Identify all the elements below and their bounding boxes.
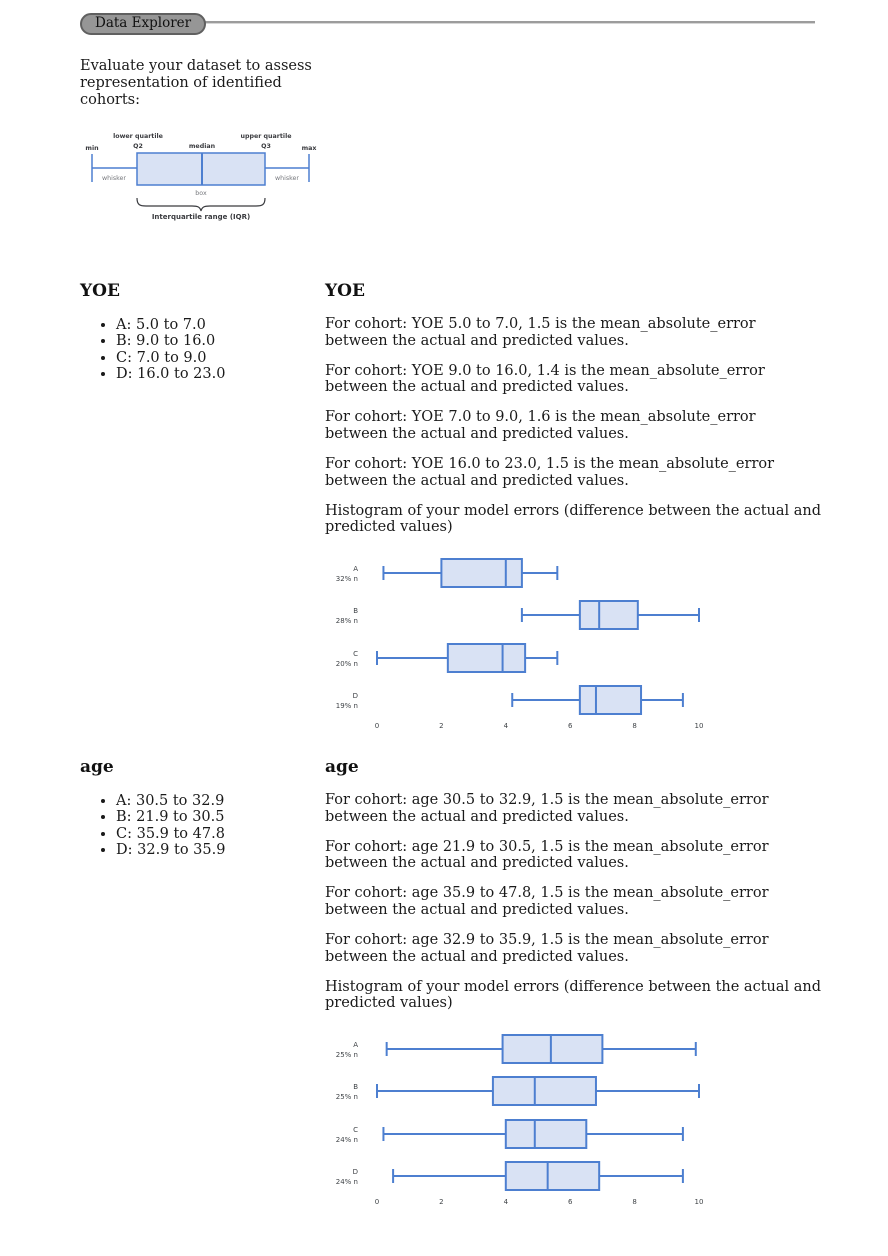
iqr-box: [441, 559, 522, 587]
mae-paragraph: For cohort: YOE 7.0 to 9.0, 1.6 is the mean_absolute_error between the actual and predicted values.: [325, 409, 756, 443]
box-label: box: [195, 190, 207, 197]
age-cohorts-heading: age: [80, 757, 114, 777]
x-tick-label: 10: [694, 722, 704, 731]
histogram-caption: Histogram of your model errors (difference between the actual and predicted values): [325, 978, 822, 1012]
min-label: min: [85, 145, 99, 152]
iqr-box: [580, 601, 638, 629]
x-tick-label: 2: [439, 1198, 444, 1207]
max-label: max: [301, 145, 317, 152]
cohort-pct-label: 25% n: [335, 1051, 358, 1060]
q3-label: Q3: [261, 143, 271, 150]
lower-quartile-label: lower quartile: [113, 133, 163, 140]
x-tick-label: 8: [632, 1198, 637, 1207]
whisker-label-left: whisker: [101, 175, 127, 182]
x-tick-label: 0: [374, 1198, 380, 1207]
age-cohort-list: [80, 793, 322, 859]
yoe-detail-column: [325, 281, 822, 739]
x-tick-label: 4: [503, 722, 509, 731]
mae-paragraph: For cohort: age 21.9 to 30.5, 1.5 is the mean_absolute_error between the actual and predicted values.: [325, 838, 769, 872]
upper-quartile-label: upper quartile: [240, 133, 292, 140]
histogram-caption: Histogram of your model errors (difference between the actual and predicted values): [325, 502, 822, 536]
x-tick-label: 10: [694, 1198, 704, 1207]
cohort-item: • B: 21.9 to 30.5: [116, 809, 322, 825]
iqr-box: [493, 1077, 596, 1105]
cohort-item: • A: 5.0 to 7.0: [116, 317, 322, 333]
cohort-label: D: [352, 1168, 358, 1177]
cohort-item: • B: 9.0 to 16.0: [116, 333, 322, 349]
mae-paragraph: For cohort: YOE 16.0 to 23.0, 1.5 is the mean_absolute_error between the actual and predicted values.: [325, 455, 775, 489]
iqr-brace: [137, 198, 265, 211]
cohort-pct-label: 32% n: [335, 575, 358, 584]
iqr-box: [448, 644, 525, 672]
x-tick-label: 6: [567, 722, 573, 731]
mae-paragraph: For cohort: age 32.9 to 35.9, 1.5 is the mean_absolute_error between the actual and predicted values.: [325, 931, 769, 965]
cohort-item: • D: 32.9 to 35.9: [116, 842, 322, 858]
iqr-label: Interquartile range (IQR): [151, 213, 251, 221]
age-detail-heading: age: [325, 757, 359, 777]
cohort-label: B: [353, 1083, 358, 1092]
age-cohort-column: [80, 757, 322, 859]
cohort-label: B: [353, 607, 358, 616]
cohort-pct-label: 24% n: [335, 1178, 358, 1187]
cohort-pct-label: 20% n: [335, 660, 358, 669]
cohort-label: C: [353, 1126, 358, 1135]
iqr-box: [580, 686, 641, 714]
cohort-item: • A: 30.5 to 32.9: [116, 793, 322, 809]
cohort-label: A: [353, 565, 358, 574]
header-rule: [140, 21, 815, 24]
intro-text: Evaluate your dataset to assess representation of identified cohorts:: [80, 58, 312, 108]
cohort-item: • C: 35.9 to 47.8: [116, 826, 322, 842]
yoe-cohorts-heading: YOE: [80, 281, 120, 301]
yoe-cohort-list: [80, 317, 322, 383]
cohort-pct-label: 28% n: [335, 617, 358, 626]
cohort-item: • C: 7.0 to 9.0: [116, 350, 322, 366]
age-detail-column: [325, 757, 822, 1215]
iqr-box: [506, 1120, 587, 1148]
cohort-pct-label: 24% n: [335, 1136, 358, 1145]
mae-paragraph: For cohort: age 35.9 to 47.8, 1.5 is the mean_absolute_error between the actual and predicted values.: [325, 885, 769, 919]
boxplot-legend-diagram: [76, 127, 321, 222]
mae-paragraph: For cohort: YOE 9.0 to 16.0, 1.4 is the mean_absolute_error between the actual and predicted values.: [325, 362, 765, 396]
iqr-box: [503, 1035, 603, 1063]
yoe-boxplot-chart: [325, 549, 725, 739]
q2-label: Q2: [133, 143, 143, 150]
yoe-detail-heading: YOE: [325, 281, 365, 301]
x-tick-label: 8: [632, 722, 637, 731]
yoe-cohort-column: [80, 281, 322, 383]
cohort-item: • D: 16.0 to 23.0: [116, 366, 322, 382]
cohort-label: A: [353, 1041, 358, 1050]
mae-paragraph: For cohort: age 30.5 to 32.9, 1.5 is the mean_absolute_error between the actual and predicted values.: [325, 792, 769, 825]
data-explorer-badge: Data Explorer: [80, 13, 206, 35]
age-boxplot-chart: [325, 1025, 725, 1215]
x-tick-label: 2: [439, 722, 444, 731]
whisker-label-right: whisker: [274, 175, 300, 182]
cohort-label: D: [352, 692, 358, 701]
iqr-box: [506, 1162, 599, 1190]
cohort-label: C: [353, 650, 358, 659]
x-tick-label: 0: [374, 722, 380, 731]
x-tick-label: 4: [503, 1198, 509, 1207]
x-tick-label: 6: [567, 1198, 573, 1207]
cohort-pct-label: 19% n: [335, 702, 358, 711]
mae-paragraph: For cohort: YOE 5.0 to 7.0, 1.5 is the mean_absolute_error between the actual and predicted values.: [325, 316, 756, 349]
cohort-pct-label: 25% n: [335, 1093, 358, 1102]
median-label: median: [188, 143, 216, 150]
